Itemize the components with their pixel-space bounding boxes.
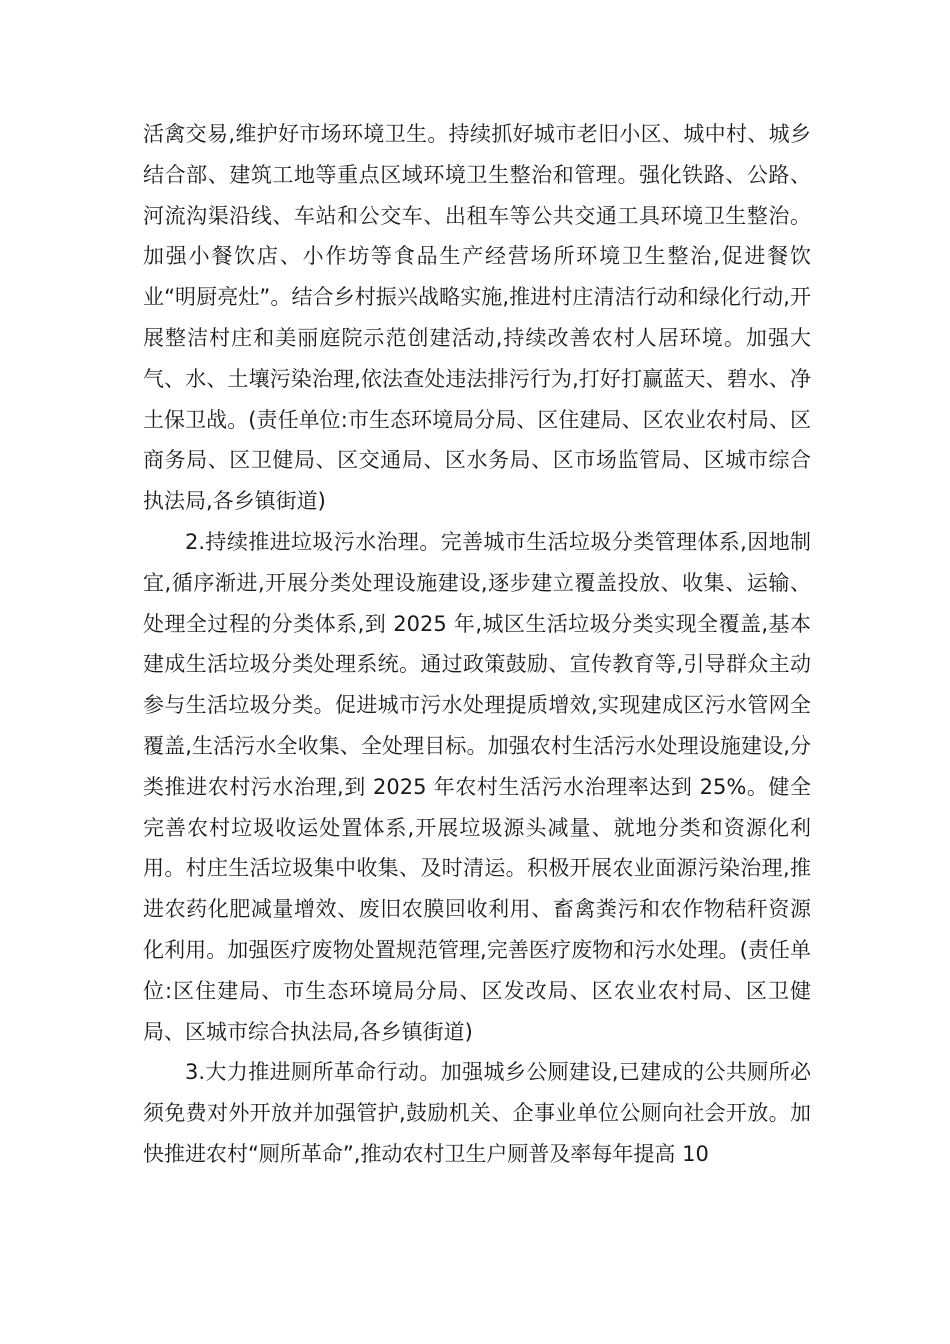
paragraph-toilet-revolution: 3.大力推进厕所革命行动。加强城乡公厕建设,已建成的公共厕所必须免费对外开放并加强管护,鼓励机关、企事业单位公厕向社会开放。加快推进农村“厕所革命”,推动农村卫生户厕普及率每年提高 10 [143, 1060, 811, 1166]
paragraph-continuation: 活禽交易,维护好市场环境卫生。持续抓好城市老旧小区、城中村、城乡结合部、建筑工地等重点区域环境卫生整治和管理。强化铁路、公路、河流沟渠沿线、车站和公交车、出租车等公共交通工具环境卫生整治。加强小餐饮店、小作坊等食品生产经营场所环境卫生整治,促进餐饮业“明厨亮灶”。结合乡村振兴战略实施,推进村庄清洁行动和绿化行动,开展整洁村庄和美丽庭院示范创建活动,持续改善农村人居环境。加强大气、水、土壤污染治理,依法查处违法排污行为,打好打赢蓝天、碧水、净土保卫战。(责任单位:市生态环境局分局、区住建局、区农业农村局、区商务局、区卫健局、区交通局、区水务局、区市场监管局、区城市综合执法局,各乡镇街道) [143, 122, 811, 514]
paragraph-garbage-sewage: 2.持续推进垃圾污水治理。完善城市生活垃圾分类管理体系,因地制宜,循序渐进,开展分类处理设施建设,逐步建立覆盖投放、收集、运输、处理全过程的分类体系,到 2025 年,城区生活垃圾分类实现全覆盖,基本建成生活垃圾分类处理系统。通过政策鼓励、宣传教育等,引导群众主动参与生活垃圾分类。促进城市污水处理提质增效,实现建成区污水管网全覆盖,生活污水全收集、全处理目标。加强农村生活污水处理设施建设,分类推进农村污水治理,到 2025 年农村生活污水治理率达到 25%。健全完善农村垃圾收运处置体系,开展垃圾源头减量、就地分类和资源化利用。村庄生活垃圾集中收集、及时清运。积极开展农业面源污染治理,推进农药化肥减量增效、废旧农膜回收利用、畜禽粪污和农作物秸秆资源化利用。加强医疗废物处置规范管理,完善医疗废物和污水处理。(责任单位:区住建局、市生态环境局分局、区发改局、区农业农村局、区卫健局、区城市综合执法局,各乡镇街道) [143, 529, 811, 1044]
document-body [143, 114, 811, 1175]
